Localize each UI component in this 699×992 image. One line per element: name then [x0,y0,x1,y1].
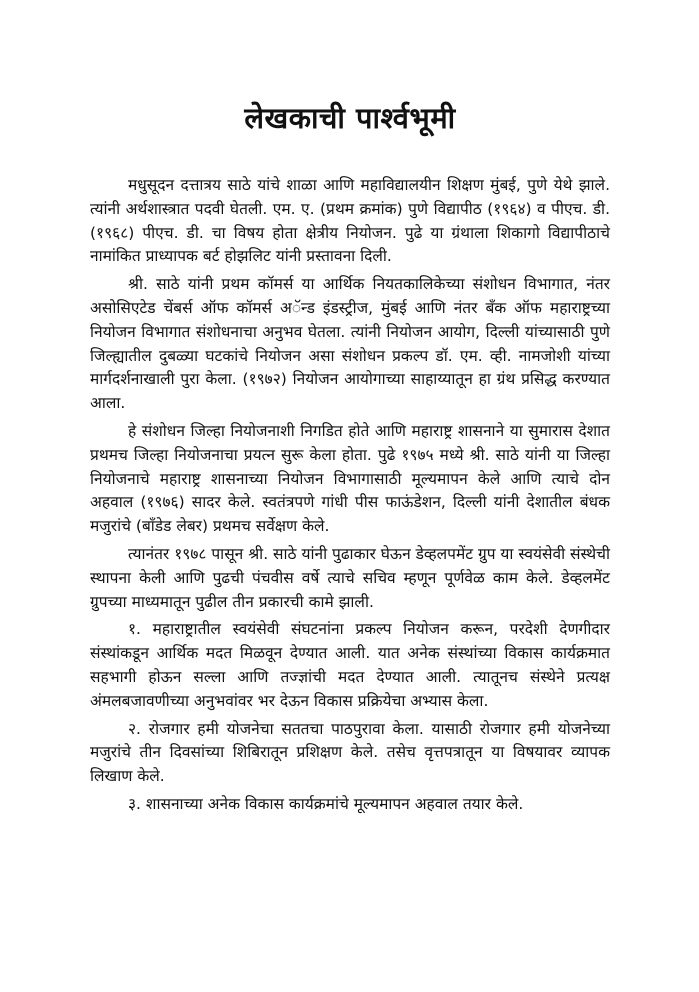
paragraph: हे संशोधन जिल्हा नियोजनाशी निगडित होते आणि महाराष्ट्र शासनाने या सुमारास देशात प्रथमच जिल्हा नियोजनाचा प्रयत्न सुरू केला होता. पुढे १९७५ मध्ये श्री. साठे यांनी या जिल्हा नियोजनाचे महाराष्ट्र शासनाच्या नियोजन विभागासाठी मूल्यमापन केले आणि त्याचे दोन अहवाल (१९७६) सादर केले. स्वतंत्रपणे गांधी पीस फाऊंडेशन, दिल्ली यांनी देशातील बंधक मजुरांचे (बॉंडेड लेबर) प्रथमच सर्वेक्षण केले. [90,421,610,536]
list-item: २. रोजगार हमी योजनेचा सततचा पाठपुरावा केला. यासाठी रोजगार हमी योजनेच्या मजुरांचे तीन दिवसांच्या शिबिरातून प्रशिक्षण केले. तसेच वृत्तपत्रातून या विषयावर व्यापक लिखाण केले. [90,719,610,786]
document-body [90,174,610,821]
paragraph: मधुसूदन दत्तात्रय साठे यांचे शाळा आणि महाविद्यालयीन शिक्षण मुंबई, पुणे येथे झाले. त्यांनी अर्थशास्त्रात पदवी घेतली. एम. ए. (प्रथम क्रमांक) पुणे विद्यापीठ (१९६४) व पीएच. डी. (१९६८) पीएच. डी. चा विषय होता क्षेत्रीय नियोजन. पुढे या ग्रंथाला शिकागो विद्यापीठाचे नामांकित प्राध्यापक बर्ट होझलिट यांनी प्रस्तावना दिली. [90,176,610,266]
list-item: १. महाराष्ट्रातील स्वयंसेवी संघटनांना प्रकल्प नियोजन करून, परदेशी देणगीदार संस्थांकडून आर्थिक मदत मिळवून देण्यात आली. यात अनेक संस्थांच्या विकास कार्यक्रमात सहभागी होऊन सल्ला आणि तज्ज्ञांची मदत देण्यात आली. त्यातूनच संस्थेने प्रत्यक्ष अंमलबजावणीच्या अनुभवांवर भर देऊन विकास प्रक्रियेचा अभ्यास केला. [90,620,610,710]
document-page [90,0,610,992]
list-item: ३. शासनाच्या अनेक विकास कार्यक्रमांचे मूल्यमापन अहवाल तयार केले. [128,794,524,813]
paragraph: त्यानंतर १९७८ पासून श्री. साठे यांनी पुढाकार घेऊन डेव्हलपमेंट ग्रुप या स्वयंसेवी संस्थेची स्थापना केली आणि पुढची पंचवीस वर्षे त्याचे सचिव म्हणून पूर्णवेळ काम केले. डेव्हलमेंट ग्रुपच्या माध्यमातून पुढील तीन प्रकारची कामे झाली. [90,544,610,611]
paragraph: श्री. साठे यांनी प्रथम कॉमर्स या आर्थिक नियतकालिकेच्या संशोधन विभागात, नंतर असोसिएटेड चेंबर्स ऑफ कॉमर्स अॅन्ड इंडस्ट्रीज, मुंबई आणि नंतर बँक ऑफ महाराष्ट्रच्या नियोजन विभागात संशोधनाचा अनुभव घेतला. त्यांनी नियोजन आयोग, दिल्ली यांच्यासाठी पुणे जिल्ह्यातील दुबळ्या घटकांचे नियोजन असा संशोधन प्रकल्प डॉ. एम. व्ही. नामजोशी यांच्या मार्गदर्शनाखाली पुरा केला. (१९७२) नियोजन आयोगाच्या साहाय्यातून हा ग्रंथ प्रसिद्ध करण्यात आला. [90,275,610,413]
page-title: लेखकाची पार्श्वभूमी [244,101,456,135]
